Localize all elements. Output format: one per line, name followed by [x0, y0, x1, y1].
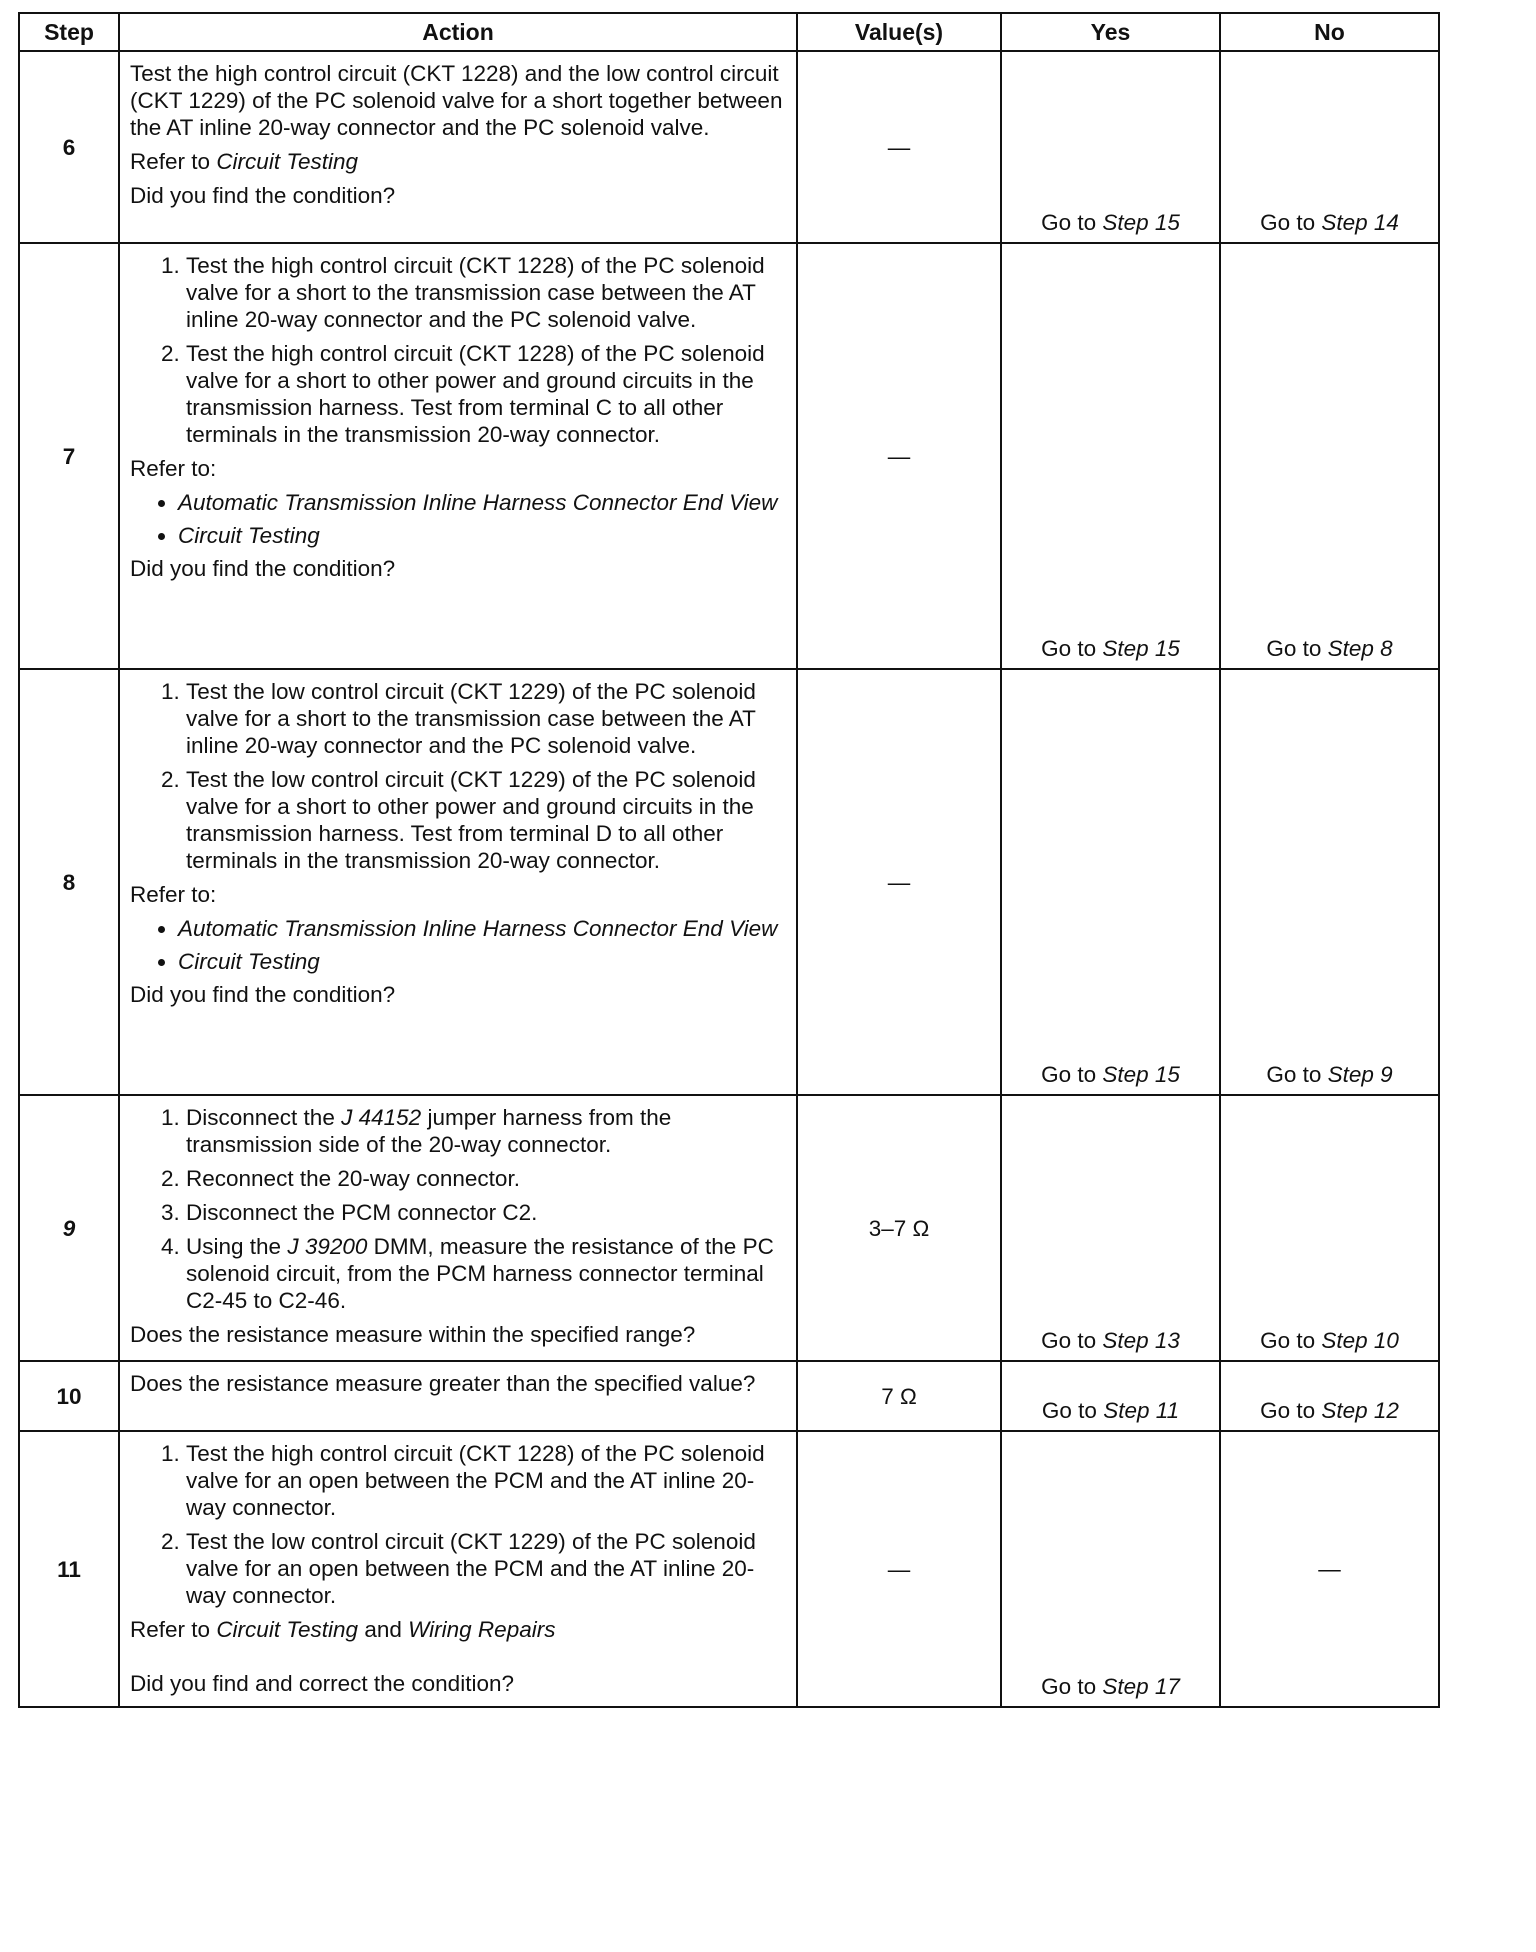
question: Did you find the condition?: [130, 556, 396, 581]
header-step: Step: [19, 13, 119, 51]
no-cell: [1220, 243, 1439, 669]
circuit-testing-link[interactable]: Circuit Testing: [216, 1617, 359, 1642]
wiring-repairs-link[interactable]: Wiring Repairs: [408, 1617, 556, 1642]
value-cell: —: [797, 669, 1001, 1095]
refer-label: Refer to:: [130, 882, 217, 907]
table-row-step-7: [19, 243, 1439, 669]
action-step-1: 1. Test the low control circuit (CKT 1229) of the PC solenoid valve for a short to the transmission case between the AT inline 20-way connector and the PC solenoid valve.: [186, 678, 786, 759]
action-step-1: 1. Disconnect the J 44152 jumper harness from the transmission side of the 20-way connector.: [186, 1104, 786, 1158]
question: Did you find the condition?: [130, 982, 396, 1007]
yes-goto-link[interactable]: Go to Step 15: [1041, 210, 1180, 235]
action-steps-list: [130, 678, 786, 874]
action-cell: [119, 243, 797, 669]
table-row-step-6: [19, 51, 1439, 243]
action-steps-list: [130, 1440, 786, 1609]
jumper-harness-tool-link[interactable]: J 44152: [341, 1105, 422, 1130]
value-cell: —: [797, 51, 1001, 243]
yes-goto-link[interactable]: Go to Step 15: [1041, 636, 1180, 661]
action-step-2: 2. Test the high control circuit (CKT 1228) of the PC solenoid valve for a short to other power and ground circuits in the transmission harness. Test from terminal C to all other terminals in the transmission 20-way connector.: [186, 340, 786, 448]
question: Did you find and correct the condition?: [130, 1671, 514, 1696]
action-cell: [119, 1431, 797, 1707]
no-cell: [1220, 669, 1439, 1095]
circuit-testing-link[interactable]: • Circuit Testing: [178, 948, 786, 975]
yes-goto-link[interactable]: Go to Step 13: [1041, 1328, 1180, 1353]
step-number: 11: [19, 1431, 119, 1707]
step-number: 6: [19, 51, 119, 243]
action-step-1: 1. Test the high control circuit (CKT 1228) of the PC solenoid valve for a short to the transmission case between the AT inline 20-way connector and the PC solenoid valve.: [186, 252, 786, 333]
step-number: 7: [19, 243, 119, 669]
table-row-step-8: [19, 669, 1439, 1095]
action-cell: [119, 1095, 797, 1361]
no-value: —: [1318, 1556, 1341, 1582]
no-cell: [1220, 1431, 1439, 1707]
header-values: Value(s): [797, 13, 1001, 51]
action-step-4: 4. Using the J 39200 DMM, measure the resistance of the PC solenoid circuit, from the PCM harness connector terminal C2-45 to C2-46.: [186, 1233, 786, 1314]
dmm-tool-link[interactable]: J 39200: [287, 1234, 368, 1259]
yes-cell: [1001, 51, 1220, 243]
connector-end-view-link[interactable]: • Automatic Transmission Inline Harness Connector End View: [178, 915, 786, 942]
step-number: 8: [19, 669, 119, 1095]
table-row-step-10: [19, 1361, 1439, 1431]
header-no: No: [1220, 13, 1439, 51]
action-step-2: 2. Test the low control circuit (CKT 1229) of the PC solenoid valve for a short to other power and ground circuits in the transmission harness. Test from terminal D to all other terminals in the transmission 20-way connector.: [186, 766, 786, 874]
action-step-3: 3. Disconnect the PCM connector C2.: [186, 1199, 786, 1226]
table-row-step-9: [19, 1095, 1439, 1361]
action-steps-list: [130, 252, 786, 448]
action-step-2: 2. Test the low control circuit (CKT 1229) of the PC solenoid valve for an open between the PCM and the AT inline 20-way connector.: [186, 1528, 786, 1609]
refer-line: Refer to Circuit Testing and Wiring Repairs: [130, 1617, 556, 1642]
refer-list: [130, 489, 786, 549]
table-row-step-11: [19, 1431, 1439, 1707]
connector-end-view-link[interactable]: • Automatic Transmission Inline Harness Connector End View: [178, 489, 786, 516]
action-cell: [119, 669, 797, 1095]
yes-cell: [1001, 1361, 1220, 1431]
value-cell: 7 Ω: [797, 1361, 1001, 1431]
yes-goto-link[interactable]: Go to Step 11: [1041, 1398, 1180, 1423]
value-cell: —: [797, 243, 1001, 669]
yes-goto-link[interactable]: Go to Step 15: [1041, 1062, 1180, 1087]
no-cell: [1220, 1361, 1439, 1431]
action-step-1: 1. Test the high control circuit (CKT 1228) of the PC solenoid valve for an open between the PCM and the AT inline 20-way connector.: [186, 1440, 786, 1521]
value-cell: 3–7 Ω: [797, 1095, 1001, 1361]
yes-cell: [1001, 669, 1220, 1095]
yes-cell: [1001, 1095, 1220, 1361]
diagnostic-table: [18, 12, 1440, 1708]
diagnostic-table-page: [18, 12, 1440, 1708]
circuit-testing-link[interactable]: • Circuit Testing: [178, 522, 786, 549]
table-header-row: [19, 13, 1439, 51]
step-number: 9: [19, 1095, 119, 1361]
refer-label: Refer to:: [130, 456, 217, 481]
no-cell: [1220, 51, 1439, 243]
no-goto-link[interactable]: Go to Step 9: [1266, 1062, 1393, 1087]
no-goto-link[interactable]: Go to Step 12: [1260, 1398, 1399, 1423]
header-action: Action: [119, 13, 797, 51]
header-yes: Yes: [1001, 13, 1220, 51]
no-goto-link[interactable]: Go to Step 14: [1260, 210, 1399, 235]
action-steps-list: [130, 1104, 786, 1314]
refer-list: [130, 915, 786, 975]
action-cell: [119, 1361, 797, 1431]
question: Does the resistance measure within the specified range?: [130, 1322, 696, 1347]
no-goto-link[interactable]: Go to Step 10: [1260, 1328, 1399, 1353]
action-step-2: 2. Reconnect the 20-way connector.: [186, 1165, 786, 1192]
yes-cell: [1001, 1431, 1220, 1707]
circuit-testing-link[interactable]: Circuit Testing: [216, 149, 359, 174]
refer-line: Refer to Circuit Testing: [130, 149, 359, 174]
no-cell: [1220, 1095, 1439, 1361]
action-cell: [119, 51, 797, 243]
yes-cell: [1001, 243, 1220, 669]
value-cell: —: [797, 1431, 1001, 1707]
action-text: Test the high control circuit (CKT 1228) and the low control circuit (CKT 1229) of the PC solenoid valve for a short together between the AT inline 20-way connector and the PC solenoid valve.: [130, 61, 783, 140]
step-number: 10: [19, 1361, 119, 1431]
no-goto-link[interactable]: Go to Step 8: [1266, 636, 1393, 661]
yes-goto-link[interactable]: Go to Step 17: [1041, 1674, 1180, 1699]
question: Did you find the condition?: [130, 183, 396, 208]
question: Does the resistance measure greater than the specified value?: [130, 1371, 756, 1396]
